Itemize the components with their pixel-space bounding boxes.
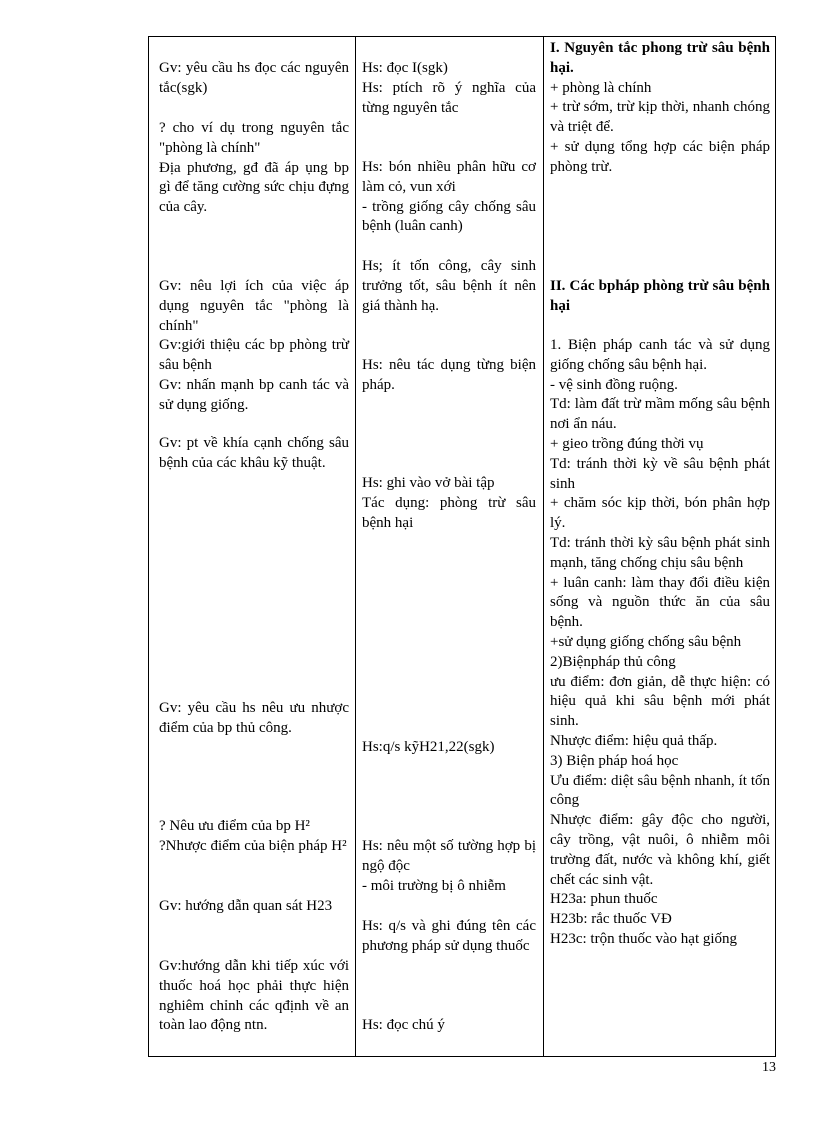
student-text: Hs: bón nhiều phân hữu cơ làm cỏ, vun xới	[362, 159, 536, 195]
section-heading-1: I. Nguyên tắc phong trừ sâu bệnh hại.	[550, 40, 770, 76]
content-text: H23c: trộn thuốc vào hạt giống	[550, 930, 738, 947]
content-text: Td: làm đất trừ mầm mống sâu bệnh nơi ẩn náu.	[550, 396, 770, 433]
page-number: 13	[762, 1060, 776, 1075]
section-heading-2: II. Các bpháp phòng trừ sâu bệnh hại	[550, 278, 770, 314]
student-text: Hs: đọc chú ý	[362, 1017, 445, 1033]
content-text: - vệ sinh đồng ruộng.	[550, 376, 678, 393]
content-text: + phòng là chính	[550, 79, 652, 96]
teacher-text: Gv: hướng dẫn quan sát H23	[159, 898, 333, 914]
student-text: Hs: đọc I(sgk)	[362, 60, 448, 76]
teacher-text: Gv:hướng dẫn khi tiếp xúc với thuốc hoá học phải thực hiện nghiêm chỉnh các qđịnh về an toàn lao động ntn.	[159, 958, 349, 1034]
student-text: - môi trường bị ô nhiễm	[362, 877, 506, 894]
student-block-5	[362, 474, 536, 533]
content-section-2-body	[550, 336, 770, 950]
student-block-3	[362, 257, 536, 316]
teacher-text: ? Nêu ưu điểm của bp H²	[159, 818, 310, 834]
content-text: 1. Biện pháp canh tác và sử dụng giống chống sâu bệnh hại.	[550, 337, 770, 373]
content-section-2	[550, 277, 770, 317]
student-text: Hs; ít tốn công, cây sinh trưởng tốt, sâu bệnh ít nên giá thành hạ.	[362, 258, 536, 314]
content-text: + gieo trồng đúng thời vụ	[550, 435, 704, 452]
student-block-1	[362, 59, 536, 118]
teacher-text: Gv: nhấn mạnh bp canh tác và sử dụng giống.	[159, 376, 349, 413]
content-text: Td: tránh thời kỳ sâu bệnh phát sinh mạnh, tăng chống chịu sâu bệnh	[550, 534, 770, 571]
student-block-8	[362, 917, 536, 957]
student-text: Hs: ghi vào vở bài tập	[362, 475, 495, 491]
content-text: + trừ sớm, trừ kịp thời, nhanh chóng và triệt để.	[550, 99, 770, 136]
content-text: + sử dụng tổng hợp các biện pháp phòng trừ.	[550, 138, 770, 175]
content-text: +sử dụng giống chống sâu bệnh	[550, 633, 742, 650]
content-text: 3) Biện pháp hoá học	[550, 752, 679, 769]
teacher-block-1	[159, 59, 349, 99]
content-text: + luân canh: làm thay đổi điều kiện sống và nguồn thức ăn của sâu bệnh.	[550, 574, 770, 631]
student-block-2	[362, 158, 536, 237]
teacher-text: Gv:giới thiệu các bp phòng trừ sâu bệnh	[159, 337, 349, 374]
content-text: Ưu điểm: diệt sâu bệnh nhanh, ít tốn công	[550, 772, 770, 809]
student-block-7	[362, 837, 536, 896]
student-text: Hs: ptích rõ ý nghĩa của từng nguyên tắc	[362, 79, 536, 116]
student-text: Tác dụng: phòng trừ sâu bệnh hại	[362, 494, 536, 531]
content-section-1	[550, 39, 770, 178]
teacher-block-5	[159, 699, 349, 739]
content-text: Td: tránh thời kỳ về sâu bệnh phát sinh	[550, 455, 770, 492]
student-block-4	[362, 356, 536, 396]
student-text: - trồng giống cây chống sâu bệnh (luân canh)	[362, 198, 536, 235]
teacher-text: ? cho ví dụ trong nguyên tắc "phòng là chính"	[159, 120, 349, 156]
teacher-block-7	[159, 897, 349, 917]
teacher-text: Gv: yêu cầu hs nêu ưu nhược điểm của bp thủ công.	[159, 700, 349, 736]
teacher-block-3	[159, 277, 349, 416]
content-text: ưu điểm: đơn giản, dễ thực hiện: có hiệu quả khi sâu bệnh mới phát sinh.	[550, 673, 770, 730]
student-text: Hs: nêu một số tường hợp bị ngộ độc	[362, 838, 536, 874]
student-block-9	[362, 1016, 536, 1036]
lesson-table	[148, 36, 776, 1057]
student-activity-column	[362, 37, 536, 1056]
content-text: H23a: phun thuốc	[550, 891, 658, 908]
student-text: Hs:q/s kỹH21,22(sgk)	[362, 739, 495, 755]
teacher-text: Gv: yêu cầu hs đọc các nguyên tắc(sgk)	[159, 60, 349, 96]
teacher-block-2	[159, 119, 349, 218]
teacher-block-4	[159, 434, 349, 474]
student-text: Hs: q/s và ghi đúng tên các phương pháp sử dụng thuốc	[362, 918, 536, 954]
student-block-6	[362, 738, 536, 758]
content-text: 2)Biệnpháp thủ công	[550, 653, 676, 670]
content-text: + chăm sóc kịp thời, bón phân hợp lý.	[550, 495, 770, 532]
teacher-block-8	[159, 957, 349, 1036]
teacher-text: Địa phương, gđ đã áp ụng bp gì để tăng cường sức chịu đựng của cây.	[159, 159, 349, 216]
lesson-content-column	[550, 37, 770, 1056]
student-text: Hs: nêu tác dụng từng biện pháp.	[362, 357, 536, 393]
column-divider-2	[543, 37, 544, 1056]
teacher-text: ?Nhược điểm của biện pháp H²	[159, 837, 347, 854]
teacher-activity-column	[159, 37, 349, 1056]
column-divider-1	[355, 37, 356, 1056]
teacher-text: Gv: pt về khía cạnh chống sâu bệnh của các khâu kỹ thuật.	[159, 435, 349, 471]
content-text: H23b: rắc thuốc VĐ	[550, 911, 672, 928]
teacher-block-6	[159, 817, 349, 857]
content-text: Nhược điểm: gây độc cho người, cây trồng, vật nuôi, ô nhiễm môi trường đất, nước và không khí, giết chết các sinh vật.	[550, 812, 770, 888]
content-text: Nhược điểm: hiệu quả thấp.	[550, 732, 718, 749]
teacher-text: Gv: nêu lợi ích của việc áp dụng nguyên tắc "phòng là chính"	[159, 278, 349, 334]
